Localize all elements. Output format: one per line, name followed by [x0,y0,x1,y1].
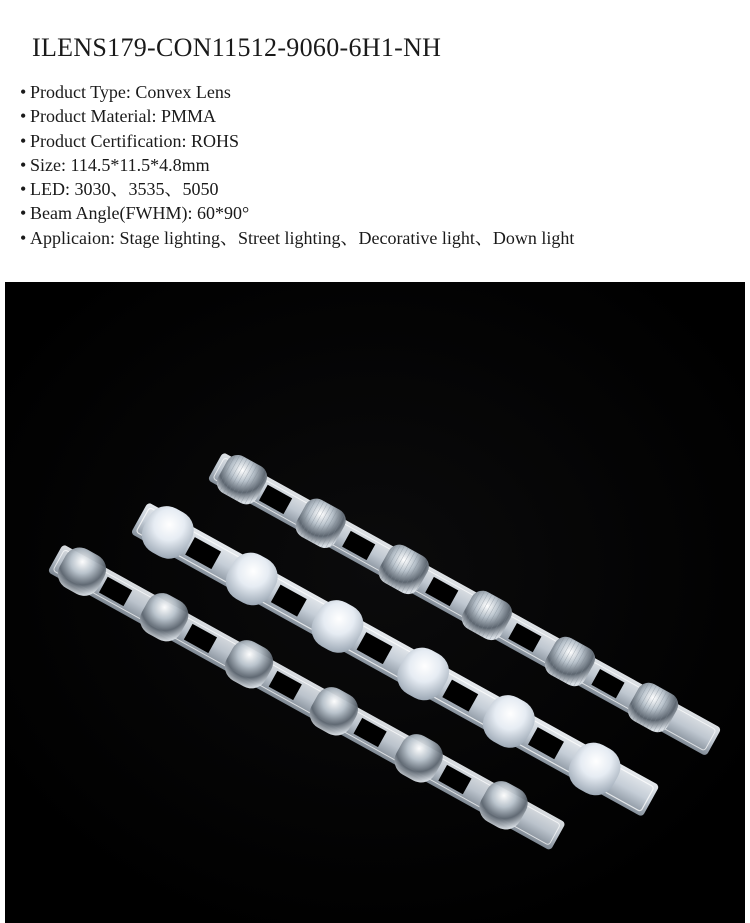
bullet-icon: • [20,227,27,248]
bullet-icon: • [20,203,27,224]
bullet-icon: • [20,106,27,127]
spec-list [20,80,574,250]
spec-text: Product Material: PMMA [30,106,216,127]
spec-item [20,153,574,177]
product-title: ILENS179-CON11512-9060-6H1-NH [32,33,442,62]
spec-item [20,226,574,250]
lens-strips-illustration [5,282,745,923]
bullet-icon: • [20,179,27,200]
spec-item [20,177,574,201]
spec-text: Product Certification: ROHS [30,130,239,151]
spec-text: Applicaion: Stage lighting、Street lighting、Decorative light、Down light [30,227,575,248]
spec-item [20,104,574,128]
bullet-icon: • [20,82,27,102]
spec-text: LED: 3030、3535、5050 [30,179,219,200]
bullet-icon: • [20,154,27,175]
spec-item [20,201,574,225]
spec-text: Beam Angle(FWHM): 60*90° [30,203,250,224]
product-photo [5,282,745,923]
spec-item [20,80,574,104]
spec-item [20,129,574,153]
spec-text: Size: 114.5*11.5*4.8mm [30,154,210,175]
bullet-icon: • [20,130,27,151]
spec-text: Product Type: Convex Lens [30,82,231,102]
